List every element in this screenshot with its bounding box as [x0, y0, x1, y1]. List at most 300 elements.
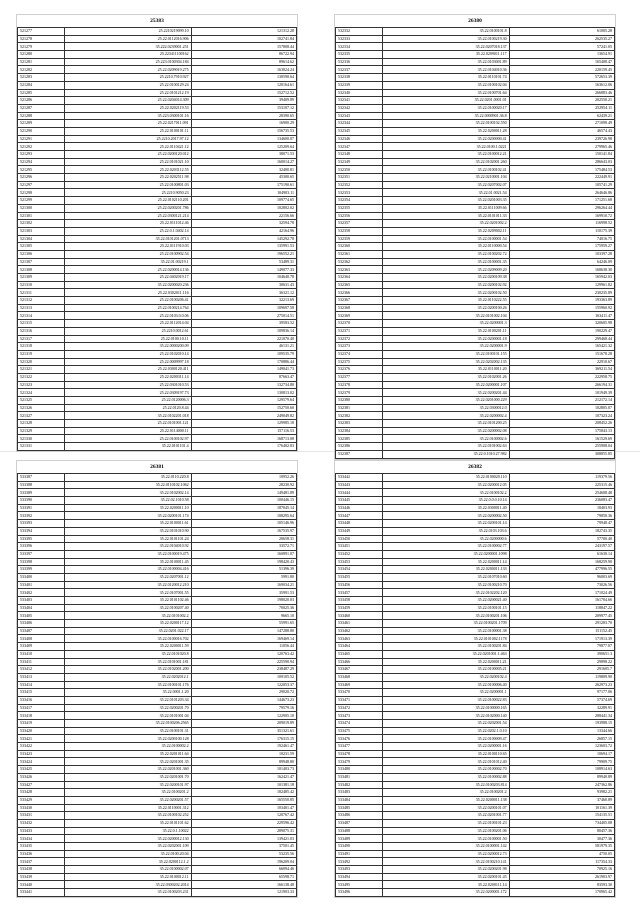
code-cell: 25.22.0100.10.11 — [65, 335, 192, 343]
code-cell: 35.22.0110102.1062 — [65, 481, 192, 489]
amount-cell: 100446.15 — [191, 497, 296, 505]
table-row — [336, 720, 615, 728]
table-row — [336, 696, 615, 704]
amount-cell: 212172.14 — [509, 397, 614, 405]
code-cell: 35.22.0200001.3 — [383, 320, 510, 328]
row-id-cell: 532383 — [336, 420, 383, 428]
amount-cell: 89614.62 — [191, 58, 296, 66]
amount-cell: 202550.21 — [509, 97, 614, 105]
row-id-cell: 532379 — [336, 389, 383, 397]
code-cell: 35.22.0100022.83 — [383, 696, 510, 704]
amount-cell: 149481.89 — [191, 489, 296, 497]
code-cell: 35.22.0200201.98 — [383, 866, 510, 874]
code-cell: 25.2210219099.10 — [65, 28, 192, 36]
row-id-cell: 533411 — [18, 658, 65, 666]
code-cell: 35.22.0101001.04 — [65, 712, 192, 720]
code-cell: 35.22.0200001.18 — [383, 335, 510, 343]
code-cell: 35.22.0200002.08 — [383, 427, 510, 435]
table-row — [18, 650, 297, 658]
table-row — [18, 573, 297, 581]
table-row — [336, 427, 615, 435]
code-cell: 35.22.0103001.89 — [383, 58, 510, 66]
amount-cell: 66094.46 — [191, 866, 296, 874]
code-cell: 25.22.0100801.03 — [65, 181, 192, 189]
code-cell: 35.22.0200011.21 — [383, 658, 510, 666]
row-id-cell: 533441 — [18, 889, 65, 897]
row-id-cell: 521324 — [18, 389, 65, 397]
table-row — [18, 789, 297, 797]
code-cell: 35.22.0111009.66 — [383, 204, 510, 212]
code-cell: 35.22.0101002.63 — [383, 443, 510, 451]
code-cell: 35.22.0101002.1178 — [383, 635, 510, 643]
table-row — [18, 212, 297, 220]
amount-cell: 87663.47 — [191, 373, 296, 381]
amount-cell: 296264.44 — [509, 204, 614, 212]
code-cell: 35.22.02.1010.58 — [65, 497, 192, 505]
code-cell: 35.22.0200020.236 — [65, 281, 192, 289]
row-id-cell: 533424 — [18, 758, 65, 766]
code-cell: 25.22.0110421.12 — [65, 143, 192, 151]
amount-cell: 167535.97 — [191, 527, 296, 535]
code-cell: 35.22.0202002.135 — [383, 358, 510, 366]
amount-cell: 149041.73 — [191, 366, 296, 374]
table-row — [336, 889, 615, 897]
table-row — [18, 127, 297, 135]
code-cell: 35.22.0201001.77 — [383, 812, 510, 820]
amount-cell: 165550.85 — [191, 796, 296, 804]
amount-cell: 118847.22 — [509, 604, 614, 612]
row-id-cell: 521325 — [18, 397, 65, 405]
code-cell: 35.22.0110011.20 — [383, 366, 510, 374]
code-cell: 35.22.0201001.360 — [65, 766, 192, 774]
row-id-cell: 521312 — [18, 297, 65, 305]
amount-cell: 120763.42 — [191, 650, 296, 658]
table-row — [18, 74, 297, 82]
amount-cell: 160891.07 — [191, 550, 296, 558]
amount-cell: 264646.86 — [509, 189, 614, 197]
row-id-cell: 521315 — [18, 320, 65, 328]
table-row — [336, 166, 615, 174]
code-cell: 35.22.0100004.416 — [65, 566, 192, 574]
code-cell: 25.22.0102110.201 — [65, 197, 192, 205]
code-cell: 35.22.0200002.50 — [383, 512, 510, 520]
table-row — [336, 704, 615, 712]
document-page — [16, 14, 298, 452]
row-id-cell: 521281 — [18, 58, 65, 66]
row-id-cell: 521316 — [18, 327, 65, 335]
table-row — [18, 550, 297, 558]
code-cell: 25.22.0100101.11 — [65, 127, 192, 135]
code-cell: 35.22.0110.220.8 — [65, 474, 192, 482]
amount-cell: 79948.47 — [509, 520, 614, 528]
code-cell: 35.22.0200101.07 — [383, 804, 510, 812]
amount-cell: 39583.52 — [191, 320, 296, 328]
table-row — [18, 281, 297, 289]
table-row — [336, 819, 615, 827]
table-row — [336, 35, 615, 43]
code-cell: 35.22.0200012.73 — [383, 850, 510, 858]
amount-cell: 42164.96 — [191, 227, 296, 235]
amount-cell: 101949.39 — [509, 389, 614, 397]
amount-cell: 161704.66 — [509, 597, 614, 605]
row-id-cell: 533400 — [18, 573, 65, 581]
row-id-cell: 533473 — [336, 712, 383, 720]
table-row — [18, 604, 297, 612]
table-row — [336, 227, 615, 235]
row-id-cell: 521311 — [18, 289, 65, 297]
row-id-cell: 533423 — [18, 750, 65, 758]
amount-cell: 64246.09 — [509, 258, 614, 266]
code-cell: 35.22.0100002.88 — [383, 773, 510, 781]
amount-cell: 266194.31 — [509, 381, 614, 389]
amount-cell: 86722.94 — [191, 51, 296, 59]
amount-cell: 74016.75 — [509, 235, 614, 243]
code-cell: 35.22.0209002.11 — [383, 227, 510, 235]
row-id-cell: 521303 — [18, 227, 65, 235]
code-cell: 35.22.0207018.137 — [383, 43, 510, 51]
table-row — [336, 650, 615, 658]
code-cell: 35.22.0.1.10022 — [65, 827, 192, 835]
amount-cell: 103397.28 — [509, 250, 614, 258]
table-row — [336, 535, 615, 543]
code-cell: 35.22.0107010.60 — [383, 573, 510, 581]
row-id-cell: 533394 — [18, 527, 65, 535]
row-id-cell: 532373 — [336, 343, 383, 351]
amount-cell: 101381.18 — [191, 781, 296, 789]
amount-cell: 198020.03 — [191, 597, 296, 605]
amount-cell: 255908.04 — [509, 443, 614, 451]
table-row — [18, 220, 297, 228]
row-id-cell: 532347 — [336, 143, 383, 151]
row-id-cell: 532333 — [336, 35, 383, 43]
table-row — [18, 143, 297, 151]
amount-cell: 239726.98 — [509, 135, 614, 143]
amount-cell: 171251.68 — [509, 197, 614, 205]
table-row — [18, 581, 297, 589]
row-id-cell: 532386 — [336, 443, 383, 451]
code-cell: 25.22.0100102.97 — [65, 435, 192, 443]
row-id-cell: 533391 — [18, 504, 65, 512]
table-row — [336, 673, 615, 681]
row-id-cell: 521300 — [18, 204, 65, 212]
code-cell: 35.22.0200201.70 — [65, 704, 192, 712]
amount-cell: 102741.84 — [191, 35, 296, 43]
row-id-cell: 533436 — [18, 850, 65, 858]
amount-cell: 145292.78 — [191, 235, 296, 243]
code-cell: 25.22.0009997.18 — [65, 358, 192, 366]
table-row — [336, 81, 615, 89]
row-id-cell: 533434 — [18, 835, 65, 843]
table-row — [18, 166, 297, 174]
row-id-cell: 521289 — [18, 120, 65, 128]
code-cell: 25.22.0120006.3 — [65, 397, 192, 405]
page-title: 26380 — [468, 18, 482, 24]
row-id-cell: 533431 — [18, 812, 65, 820]
code-cell: 35.22.0201000.229 — [383, 397, 510, 405]
row-id-cell: 533491 — [336, 850, 383, 858]
table-row — [336, 89, 615, 97]
amount-cell: 32594.78 — [191, 220, 296, 228]
amount-cell: 266883.46 — [509, 89, 614, 97]
amount-cell: 249049.82 — [191, 412, 296, 420]
table-row — [18, 51, 297, 59]
row-id-cell: 532358 — [336, 227, 383, 235]
table-row — [18, 358, 297, 366]
table-row — [18, 635, 297, 643]
row-id-cell: 532356 — [336, 212, 383, 220]
amount-cell: 157116.53 — [191, 427, 296, 435]
row-id-cell: 533439 — [18, 873, 65, 881]
amount-cell: 221070.40 — [191, 335, 296, 343]
row-id-cell: 533392 — [18, 512, 65, 520]
table-row — [18, 627, 297, 635]
code-cell: 35.22.0200011.138 — [383, 796, 510, 804]
row-id-cell: 533452 — [336, 550, 383, 558]
table-row — [18, 812, 297, 820]
amount-cell: 222958.75 — [509, 373, 614, 381]
row-id-cell: 521317 — [18, 335, 65, 343]
table-row — [336, 773, 615, 781]
table-row — [336, 873, 615, 881]
amount-cell: 53235.56 — [191, 850, 296, 858]
amount-cell: 139421.03 — [191, 835, 296, 843]
code-cell: 35.22.0100201.2 — [383, 789, 510, 797]
code-cell: 35.22.0100201.06 — [383, 827, 510, 835]
amount-cell: 116998.52 — [509, 220, 614, 228]
code-cell: 35.22.0200001.1098 — [383, 550, 510, 558]
code-cell: 35.22.0100201.84 — [383, 643, 510, 651]
table-row — [18, 612, 297, 620]
row-id-cell: 533415 — [18, 689, 65, 697]
amount-cell: 51396.39 — [191, 566, 296, 574]
amount-cell: 103401.47 — [191, 804, 296, 812]
row-id-cell: 533480 — [336, 766, 383, 774]
table-row — [18, 773, 297, 781]
code-cell: 35.22.0201002.2 — [383, 220, 510, 228]
amount-cell: 122053.37 — [191, 681, 296, 689]
row-id-cell: 533405 — [18, 612, 65, 620]
row-id-cell: 533457 — [336, 589, 383, 597]
code-cell: 25.22.0101001.121 — [65, 420, 192, 428]
table-row — [18, 189, 297, 197]
row-id-cell: 521294 — [18, 158, 65, 166]
row-id-cell: 532363 — [336, 266, 383, 274]
amount-cell: 351321.61 — [191, 727, 296, 735]
table-row — [18, 174, 297, 182]
amount-cell: 79909.75 — [509, 758, 614, 766]
amount-cell: 53489.31 — [191, 258, 296, 266]
table-row — [336, 604, 615, 612]
amount-cell: 37460.89 — [509, 796, 614, 804]
table-row — [336, 497, 615, 505]
row-id-cell: 533468 — [336, 673, 383, 681]
document-page — [16, 460, 298, 898]
amount-cell: 171913.39 — [509, 635, 614, 643]
row-id-cell: 532354 — [336, 197, 383, 205]
amount-cell: 171024.49 — [509, 589, 614, 597]
row-id-cell: 532339 — [336, 81, 383, 89]
table-row — [336, 858, 615, 866]
row-id-cell: 533433 — [18, 827, 65, 835]
row-id-cell: 533494 — [336, 873, 383, 881]
code-cell: 35.22.0100001.50 — [383, 835, 510, 843]
amount-cell: 120164.61 — [191, 81, 296, 89]
table-row — [18, 304, 297, 312]
table-row — [336, 320, 615, 328]
document-page — [334, 14, 616, 460]
amount-cell: 73026.56 — [509, 581, 614, 589]
code-cell: 35.22.0100101.155 — [383, 350, 510, 358]
table-row — [18, 250, 297, 258]
table-row — [336, 796, 615, 804]
table-row — [336, 397, 615, 405]
table-row — [18, 566, 297, 574]
code-cell: 35.22.0200201.57 — [65, 796, 192, 804]
code-cell: 35.22.0100101.8 — [383, 28, 510, 36]
amount-cell: 108295.64 — [191, 512, 296, 520]
code-cell: 35.22.01.00219.1 — [65, 258, 192, 266]
row-id-cell: 533435 — [18, 843, 65, 851]
table-row — [336, 312, 615, 320]
code-cell: 25.22.0200120.012 — [65, 151, 192, 159]
code-cell: 25.22.0100206.41 — [65, 297, 192, 305]
row-id-cell: 533393 — [18, 520, 65, 528]
row-id-cell: 533481 — [336, 773, 383, 781]
table-row — [18, 66, 297, 74]
code-cell: 35.22.0100101.23 — [383, 819, 510, 827]
amount-cell: 105741.29 — [509, 181, 614, 189]
row-id-cell: 521309 — [18, 274, 65, 282]
amount-cell: 110175.39 — [509, 227, 614, 235]
row-id-cell: 533476 — [336, 735, 383, 743]
code-cell: 35.22.0200112.1.2 — [65, 858, 192, 866]
row-id-cell: 532368 — [336, 304, 383, 312]
table-row — [18, 712, 297, 720]
row-id-cell: 533437 — [18, 858, 65, 866]
table-row — [18, 758, 297, 766]
table-row — [18, 827, 297, 835]
table-row — [336, 212, 615, 220]
amount-cell: 22910.67 — [509, 358, 614, 366]
table-row — [18, 373, 297, 381]
code-cell: 35.22.0100002.07 — [65, 866, 192, 874]
row-id-cell: 521331 — [18, 443, 65, 451]
amount-cell: 129985.18 — [191, 420, 296, 428]
row-id-cell: 533448 — [336, 520, 383, 528]
amount-cell: 135991.53 — [191, 243, 296, 251]
row-id-cell: 532361 — [336, 250, 383, 258]
row-id-cell: 521293 — [18, 151, 65, 159]
amount-cell: 30631.43 — [191, 281, 296, 289]
table-row — [18, 181, 297, 189]
table-row — [336, 666, 615, 674]
row-id-cell: 521297 — [18, 181, 65, 189]
amount-cell: 175843.13 — [509, 427, 614, 435]
row-id-cell: 533404 — [18, 604, 65, 612]
table-row — [18, 481, 297, 489]
row-id-cell: 521326 — [18, 404, 65, 412]
code-cell: 35.22.0001.1.20 — [65, 689, 192, 697]
row-id-cell: 532340 — [336, 89, 383, 97]
table-row — [336, 43, 615, 51]
row-id-cell: 533407 — [18, 627, 65, 635]
amount-cell: 163024.24 — [191, 66, 296, 74]
row-id-cell: 521286 — [18, 97, 65, 105]
amount-cell: 165408.47 — [509, 58, 614, 66]
table-row — [336, 443, 615, 451]
row-id-cell: 533399 — [18, 566, 65, 574]
table-row — [336, 158, 615, 166]
amount-cell: 122905.10 — [191, 712, 296, 720]
amount-cell: 80457.36 — [509, 827, 614, 835]
table-row — [18, 443, 297, 451]
table-row — [336, 120, 615, 128]
row-id-cell: 533450 — [336, 535, 383, 543]
code-cell: 35.22.0107001.55 — [65, 589, 192, 597]
row-id-cell: 521285 — [18, 89, 65, 97]
row-id-cell: 533445 — [336, 497, 383, 505]
amount-cell: 105146.96 — [191, 520, 296, 528]
row-id-cell: 532338 — [336, 74, 383, 82]
row-id-cell: 533398 — [18, 558, 65, 566]
row-id-cell: 533389 — [18, 489, 65, 497]
table-row — [336, 512, 615, 520]
table-row — [336, 51, 615, 59]
row-id-cell: 521279 — [18, 43, 65, 51]
code-cell: 35.22.0101010.90 — [65, 527, 192, 535]
table-row — [18, 204, 297, 212]
amount-cell: 369211.54 — [509, 366, 614, 374]
row-id-cell: 533461 — [336, 620, 383, 628]
row-id-cell: 533451 — [336, 543, 383, 551]
code-cell: 35.22.0200117.12 — [65, 620, 192, 628]
table-row — [336, 612, 615, 620]
table-row — [18, 504, 297, 512]
table-row — [18, 673, 297, 681]
amount-cell: 275014.51 — [191, 312, 296, 320]
table-row — [18, 689, 297, 697]
row-id-cell: 532378 — [336, 381, 383, 389]
row-id-cell: 532385 — [336, 435, 383, 443]
table-row — [336, 504, 615, 512]
row-id-cell: 533484 — [336, 796, 383, 804]
row-id-cell: 533397 — [18, 550, 65, 558]
amount-cell: 123603.72 — [509, 743, 614, 751]
amount-cell: 46131.21 — [191, 343, 296, 351]
row-id-cell: 533467 — [336, 666, 383, 674]
table-row — [18, 658, 297, 666]
code-cell: 35.22.0110000.54 — [383, 243, 510, 251]
row-id-cell: 533428 — [18, 789, 65, 797]
table-row — [336, 143, 615, 151]
amount-cell: 286643.03 — [509, 158, 614, 166]
table-row — [18, 666, 297, 674]
table-row — [336, 835, 615, 843]
code-cell: 25.223.0100304.184 — [65, 58, 192, 66]
code-cell: 35.22.0102001.260 — [383, 158, 510, 166]
amount-cell: 243197.57 — [509, 543, 614, 551]
code-cell: 35.22.0200011.133 — [383, 566, 510, 574]
table-row — [18, 327, 297, 335]
amount-cell: 70025.36 — [191, 604, 296, 612]
table-row — [336, 28, 615, 36]
row-id-cell: 533444 — [336, 489, 383, 497]
row-id-cell: 521307 — [18, 258, 65, 266]
row-id-cell: 521298 — [18, 189, 65, 197]
table-row — [18, 297, 297, 305]
row-id-cell: 532380 — [336, 397, 383, 405]
code-cell: 25.22.0402019.17 — [65, 274, 192, 282]
